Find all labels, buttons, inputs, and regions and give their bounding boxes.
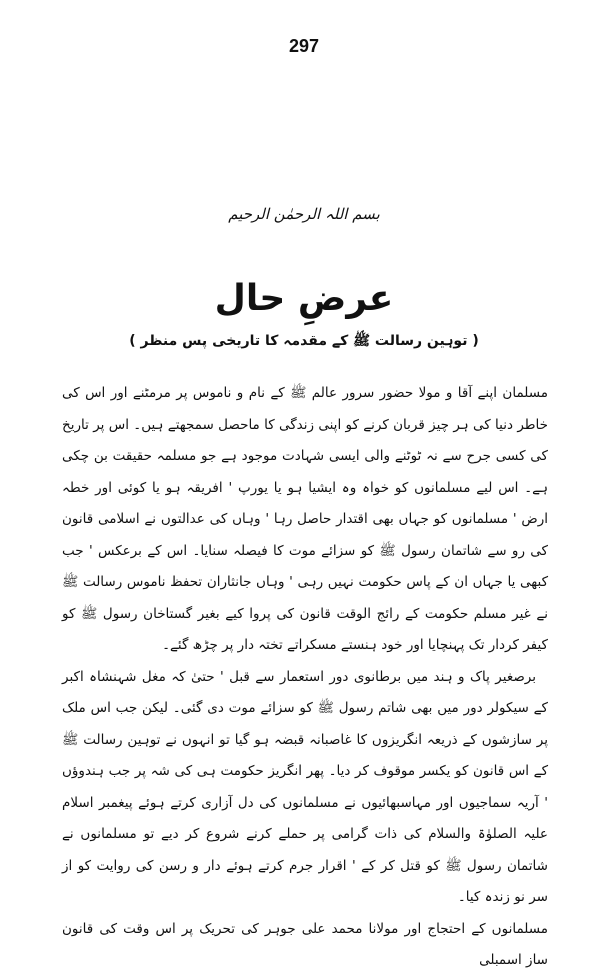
body-text xyxy=(62,378,548,977)
page-title: عرضِ حال xyxy=(214,278,394,319)
page-subtitle: ( توہین رسالت ﷺ کے مقدمہ کا تاریخی پس منظر ) xyxy=(129,333,479,349)
paragraph-1: مسلمان اپنے آقا و مولا حضور سرور عالم ﷺ کے نام و ناموس پر مرمٹنے اور اس کی خاطر دنیا کی ہر چیز قربان کرنے کو اپنی زندگی کا ماحصل سمجھتے ہیں۔ اس پر تاریخ کی کسی جرح سے نہ ٹوٹنے والی ایسی شہادت موجود ہے جو مسلمہ حقیقت بن چکی ہے۔ اس لیے مسلمانوں کو خواہ وہ ایشیا ہو یا یورپ ' افریقہ ہو یا کوئی اور خطہ ارض ' مسلمانوں کو جہاں بھی اقتدار حاصل رہا ' وہاں کی عدالتوں نے اسلامی قانون کی رو سے شاتمان رسول ﷺ کو سزائے موت کا فیصلہ سنایا۔ اس کے برعکس ' جب کبھی یا جہاں ان کے پاس حکومت نہیں رہی ' وہاں جانثاران تحفظ ناموس رسالت ﷺ نے غیر مسلم حکومت کے رائج الوقت قانون کی پروا کیے بغیر گستاخان رسول ﷺ کو کیفر کردار تک پہنچایا اور خود ہنستے مسکراتے تختہ دار پر چڑھ گئے۔ xyxy=(62,385,548,653)
bismillah-heading: بسم اللہ الرحمٰن الرحیم xyxy=(228,205,380,223)
page-number: 297 xyxy=(288,36,320,56)
paragraph-3: مسلمانوں کے احتجاج اور مولانا محمد علی جوہر کی تحریک پر اس وقت کی قانون ساز اسمبلی xyxy=(62,920,548,968)
paragraph-2: برصغیر پاک و ہند میں برطانوی دور استعمار سے قبل ' حتیٰ کہ مغل شہنشاہ اکبر کے سیکولر دور میں بھی شاتم رسول ﷺ کو سزائے موت دی گئی۔ لیکن جب اس ملک پر سازشوں کے ذریعہ انگریزوں کا غاصبانہ قبضہ ہو گیا تو انہوں نے توہین رسالت ﷺ کے اس قانون کو یکسر موقوف کر دیا۔ پھر انگریز حکومت ہی کی شہ پر جب ہندوؤں ' آریہ سماجیوں اور مہاسبھائیوں نے مسلمانوں کی دل آزاری کرتے ہوئے پیغمبر اسلام علیہ الصلوٰۃ والسلام کی ذات گرامی پر حملے کرنے شروع کر دیے تو مسلمانوں نے شاتمان رسول ﷺ کو قتل کر کے ' اقرار جرم کرتے ہوئے دار و رسن کی روایت کو از سر نو زندہ کیا۔ xyxy=(62,668,548,905)
